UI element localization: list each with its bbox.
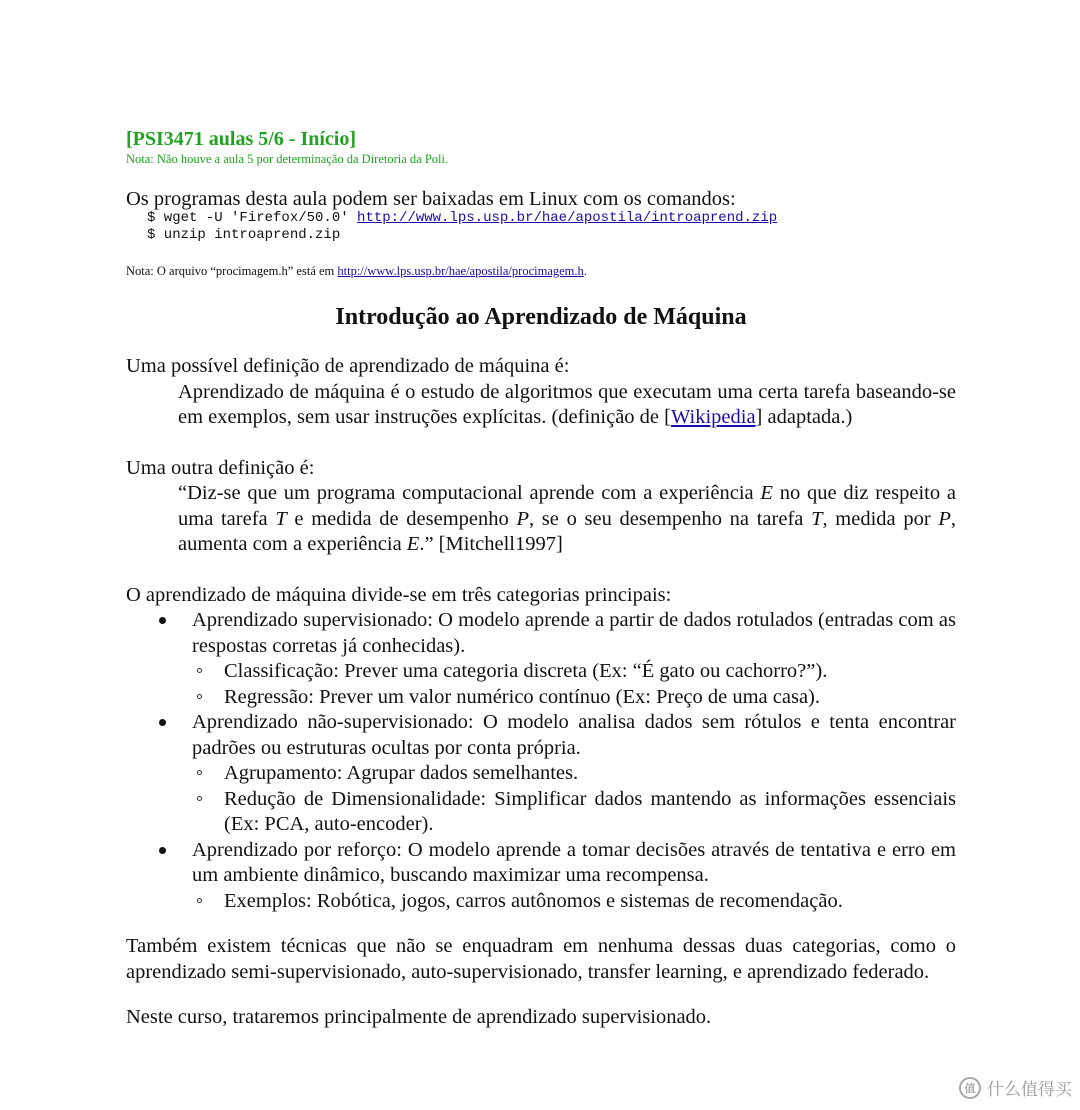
def1-quote [178, 380, 956, 431]
list-item-reinforcement [126, 838, 956, 889]
circle-bullet-icon [197, 668, 202, 673]
list-subitem-clustering [126, 761, 956, 787]
procimagem-note-text: Nota: O arquivo “procimagem.h” está em [126, 264, 338, 278]
def2-part: , aumenta com a experiência [178, 507, 956, 555]
circle-bullet-icon [197, 898, 202, 903]
def2-part: e medida de desempenho [286, 507, 517, 530]
wget-command-text: $ wget -U 'Firefox/50.0' [147, 210, 358, 226]
def2-part: .” [Mitchell1997] [419, 533, 563, 555]
symbol-P: P [516, 507, 529, 530]
circle-bullet-icon [197, 796, 202, 801]
circle-bullet-icon [197, 694, 202, 699]
dimensionality-text: Redução de Dimensionalidade: Simplificar dados mantendo as informações essenciais (Ex: PCA, auto-encoder). [224, 787, 956, 835]
supervised-text: Aprendizado supervisionado: O modelo aprende a partir de dados rotulados (entradas com as respostas corretas já conhecidas). [192, 609, 956, 657]
download-intro: Os programas desta aula podem ser baixadas em Linux com os comandos: [126, 188, 736, 210]
def2-part: no que diz respeito a uma tarefa [178, 482, 956, 530]
wget-command [147, 210, 956, 227]
watermark-text: 什么值得买 [987, 1080, 1072, 1100]
symbol-T: T [275, 507, 287, 530]
categories-lead: O aprendizado de máquina divide-se em três categorias principais: [126, 583, 672, 606]
lecture-note: Nota: Não houve a aula 5 por determinação da Diretoria da Poli. [126, 152, 449, 166]
list-item-supervised [126, 608, 956, 659]
section-title: Introdução ao Aprendizado de Máquina [335, 304, 747, 330]
unzip-command: $ unzip introaprend.zip [147, 227, 341, 243]
lecture-title: [PSI3471 aulas 5/6 - Início] [126, 128, 357, 150]
clustering-text: Agrupamento: Agrupar dados semelhantes. [224, 762, 579, 784]
list-subitem-examples [126, 889, 956, 915]
def2-quote [178, 481, 956, 558]
bullet-icon [159, 719, 166, 726]
course-paragraph: Neste curso, trataremos principalmente de aprendizado supervisionado. [126, 1006, 712, 1028]
watermark-logo-icon: 值 [959, 1077, 981, 1099]
examples-text: Exemplos: Robótica, jogos, carros autônomos e sistemas de recomendação. [224, 889, 843, 912]
def1-text-end: ] adaptada.) [755, 406, 853, 428]
reinforcement-text: Aprendizado por reforço: O modelo aprende a tomar decisões através de tentativa e erro em um ambiente dinâmico, buscando maximizar uma recompensa. [192, 838, 956, 886]
unsupervised-text: Aprendizado não-supervisionado: O modelo analisa dados sem rótulos e tenta encontrar padrões ou estruturas ocultas por conta própria. [192, 711, 956, 759]
introaprend-zip-link[interactable]: http://www.lps.usp.br/hae/apostila/introaprend.zip [357, 210, 778, 226]
def1-lead: Uma possível definição de aprendizado de máquina é: [126, 355, 570, 377]
document-page [126, 126, 956, 1031]
circle-bullet-icon [197, 770, 202, 775]
procimagem-link[interactable]: http://www.lps.usp.br/hae/apostila/procimagem.h [337, 264, 584, 278]
regression-text: Regressão: Prever um valor numérico contínuo (Ex: Preço de uma casa). [224, 685, 821, 708]
bullet-icon [159, 617, 166, 624]
procimagem-note [126, 264, 956, 279]
watermark [959, 1075, 1072, 1100]
wikipedia-link[interactable]: Wikipedia [670, 406, 756, 428]
symbol-E: E [406, 533, 420, 555]
def2-lead: Uma outra definição é: [126, 456, 315, 479]
list-item-unsupervised [126, 710, 956, 761]
symbol-P: P [938, 507, 951, 530]
symbol-E: E [760, 482, 773, 504]
symbol-T: T [811, 507, 823, 530]
classification-text: Classificação: Prever uma categoria discreta (Ex: “É gato ou cachorro?”). [224, 660, 828, 682]
other-techniques-paragraph: Também existem técnicas que não se enquadram em nenhuma dessas duas categorias, como o aprendizado semi-supervisionado, auto-supervisionado, transfer learning, e aprendizado federado. [126, 935, 956, 983]
categories-list [126, 608, 956, 914]
def2-part: “Diz-se que um programa computacional aprende com a experiência [178, 482, 761, 504]
list-subitem-dimensionality [126, 787, 956, 838]
list-subitem-classification [126, 659, 956, 685]
list-subitem-regression [126, 685, 956, 711]
def1-text: Aprendizado de máquina é o estudo de algoritmos que executam uma certa tarefa baseando-se em exemplos, sem usar instruções explícitas. (definição de [ [178, 380, 956, 428]
def2-part: , se o seu desempenho na tarefa [528, 507, 812, 530]
procimagem-note-end: . [583, 264, 587, 278]
bullet-icon [159, 847, 166, 854]
def2-part: , medida por [822, 507, 939, 530]
